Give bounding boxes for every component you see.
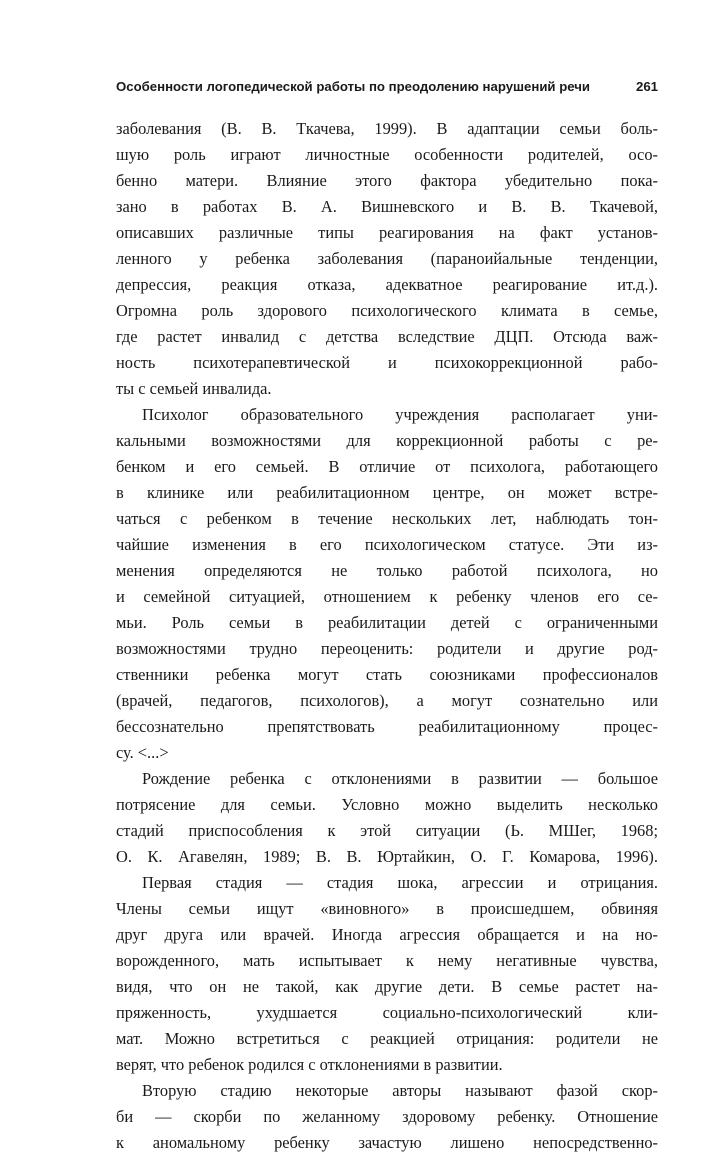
text-line: верят, что ребенок родился с отклонениями в развитии. <box>116 1055 503 1074</box>
running-head <box>116 78 658 96</box>
text-line: пряженность, ухудшается социально-психологический кли- <box>116 1003 658 1022</box>
text-line: менения определяются не только работой психолога, но <box>116 561 658 580</box>
text-line: О. К. Агавелян, 1989; В. В. Юртайкин, О. Г. Комарова, 1996). <box>116 847 658 866</box>
page-number: 261 <box>635 79 658 94</box>
text-line: ленного у ребенка заболевания (параноийальные тенденции, <box>116 249 658 268</box>
text-line: ственники ребенка могут стать союзниками профессионалов <box>116 665 658 684</box>
text-line: чайшие изменения в его психологическом статусе. Эти из- <box>116 535 658 554</box>
text-line: ты с семьей инвалида. <box>116 379 272 398</box>
text-line: потрясение для семьи. Условно можно выделить несколько <box>116 795 658 814</box>
text-line: шую роль играют личностные особенности родителей, осо- <box>116 145 658 164</box>
text-line: и семейной ситуацией, отношением к ребенку членов его се- <box>116 587 658 606</box>
text-line: мьи. Роль семьи в реабилитации детей с ограниченными <box>116 613 658 632</box>
text-line: мат. Можно встретиться с реакцией отрицания: родители не <box>116 1029 658 1048</box>
text-line: бессознательно препятствовать реабилитационному процес- <box>116 717 658 736</box>
text-line: к аномальному ребенку зачастую лишено непосредственно- <box>116 1133 658 1152</box>
text-line: возможностями трудно переоценить: родители и другие род- <box>116 639 658 658</box>
text-line: би — скорби по желанному здоровому ребенку. Отношение <box>116 1107 658 1126</box>
text-line: кальными возможностями для коррекционной работы с ре- <box>116 431 658 450</box>
text-line: видя, что он не такой, как другие дети. В семье растет на- <box>116 977 658 996</box>
text-line: ность психотерапевтической и психокоррекционной рабо- <box>116 353 658 372</box>
chapter-title: Особенности логопедической работы по преодолению нарушений речи <box>116 79 591 94</box>
text-line: ворожденного, мать испытывает к нему негативные чувства, <box>116 951 658 970</box>
text-line: описавших различные типы реагирования на факт установ- <box>116 223 658 242</box>
paragraph-first-line: Первая стадия — стадия шока, агрессии и отрицания. <box>142 873 658 892</box>
text-line: стадий приспособления к этой ситуации (Ь. МШег, 1968; <box>116 821 658 840</box>
text-line: су. <...> <box>116 743 169 762</box>
text-line: зано в работах В. А. Вишневского и В. В. Ткачевой, <box>116 197 658 216</box>
text-line: где растет инвалид с детства вследствие ДЦП. Отсюда важ- <box>116 327 658 346</box>
paragraph-first-line: Рождение ребенка с отклонениями в развитии — большое <box>142 769 658 788</box>
text-line: чаться с ребенком в течение нескольких лет, наблюдать тон- <box>116 509 658 528</box>
paragraph-first-line: Вторую стадию некоторые авторы называют фазой скор- <box>142 1081 658 1100</box>
text-line: бенно матери. Влияние этого фактора убедительно пока- <box>116 171 658 190</box>
body-text <box>116 116 658 1156</box>
text-line: Члены семьи ищут «виновного» в происшедшем, обвиняя <box>116 899 658 918</box>
paragraph-first-line: Психолог образовательного учреждения располагает уни- <box>142 405 658 424</box>
text-line: заболевания (В. В. Ткачева, 1999). В адаптации семьи боль- <box>116 119 658 138</box>
text-line: друг друга или врачей. Иногда агрессия обращается и на но- <box>116 925 658 944</box>
text-line: депрессия, реакция отказа, адекватное реагирование ит.д.). <box>116 275 658 294</box>
text-line: Огромна роль здорового психологического климата в семье, <box>116 301 658 320</box>
text-line: (врачей, педагогов, психологов), а могут сознательно или <box>116 691 658 710</box>
text-line: бенком и его семьей. В отличие от психолога, работающего <box>116 457 658 476</box>
text-line: в клинике или реабилитационном центре, он может встре- <box>116 483 658 502</box>
